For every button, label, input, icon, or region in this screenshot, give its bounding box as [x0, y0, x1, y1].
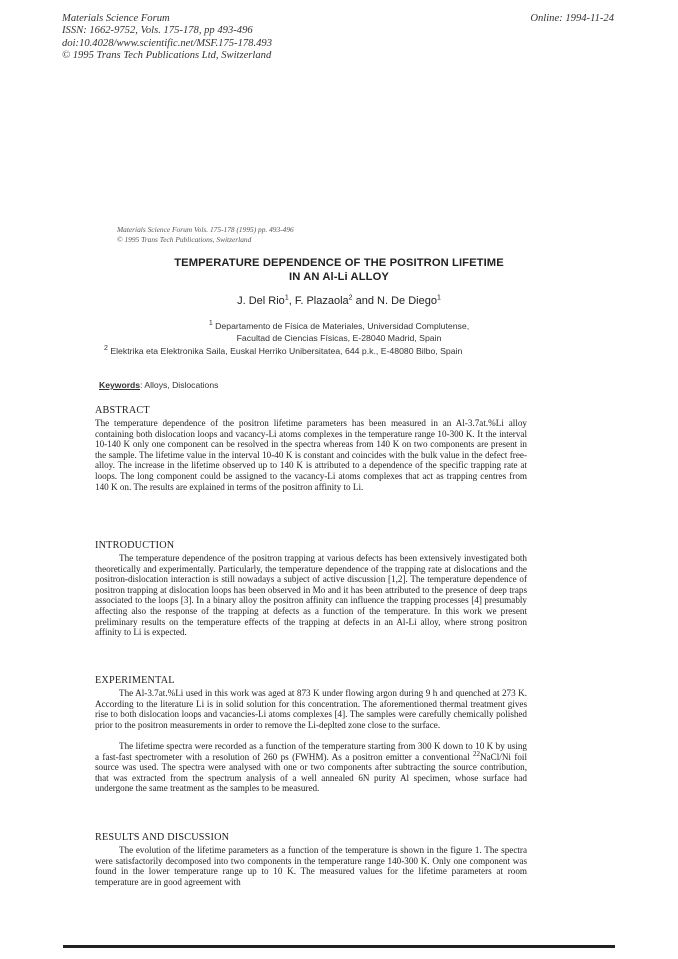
author-name: N. De Diego [377, 295, 437, 307]
abstract-text: The temperature dependence of the positron lifetime parameters has been measured in an Al-3.7at.%Li alloy containing both dislocation loops and vacancy-Li atoms complexes in the temperature range 10-300 K. It the interval 10-140 K only one component can be resolved in the spectra whereas from 140 K on two components are present in the sample. The lifetime value in the interval 10-40 K is constant and coincides with the bulk value in the defect free-alloy. The increase in the lifetime observed up to 140 K is attributed to a dependence of the specific trapping rate at loops. The long component could be assigned to the vacancy-Li atoms complexes that act as trapping centres from 140 K on. The results are explained in terms of the positron affinity to Li. [95, 418, 527, 492]
affiliation-line: Departamento de Física de Materiales, Universidad Complutense, [215, 321, 470, 331]
affiliation-2 [104, 346, 462, 358]
journal-doi: doi:10.4028/www.scientific.net/MSF.175-178.493 [62, 37, 272, 49]
introduction-text: The temperature dependence of the positron trapping at various defects has been extensively investigated both theoretically and experimentally. Particularly, the temperature dependence of the trapping rate at dislocations and the positron-dislocation interaction is still nowadays a subject of active discussion [1,2]. The temperature dependence of positron trapping at dislocation loops has been observed in Mo and it has been attributed to the presence of deep traps associated to the loops [3]. In a binary alloy the positron affinity can influence the trapping processes [4] presumably affecting also the response of the trapping at defects as a function of the temperature. In this work we present preliminary results on the temperature effects of the trapping at defects in an Al-Li alloy, where strong positron affinity to Li is expected. [95, 553, 527, 638]
keywords-label: Keywords [99, 380, 141, 390]
experimental-text: The Al-3.7at.%Li used in this work was aged at 873 K under flowing argon during 9 h and quenched at 273 K. According to the literature Li is in solid solution for this concentration. The aforementioned thermal treatment gives rise to both dislocation loops and vacancies-Li atoms complexes [4]. The samples were carefully chemically polished prior to the positron measurements in order to remove the Li-deplted zone close to the surface. [95, 688, 527, 730]
author-list: J. Del Rio$^1$, F. Plazaola$^2$ and N. De Diego$^1$ [237, 294, 441, 307]
affiliation-1 [0, 321, 678, 345]
introduction-heading: INTRODUCTION [95, 540, 175, 551]
experimental-text-2 [95, 741, 527, 794]
keywords-text: : Alloys, Dislocations [140, 380, 219, 390]
keywords [99, 380, 218, 390]
original-reference-line: Materials Science Forum Vols. 175-178 (1995) pp. 493-496 [117, 225, 294, 234]
author-affiliation-mark: 1 [436, 294, 441, 302]
journal-header [62, 13, 272, 63]
results-heading: RESULTS AND DISCUSSION [95, 832, 230, 843]
author-name: J. Del Rio [237, 295, 285, 307]
title-line: TEMPERATURE DEPENDENCE OF THE POSITRON LIFETIME [174, 257, 504, 269]
original-copyright-line: © 1995 Trans Tech Publications, Switzerland [117, 235, 252, 244]
affiliation-mark: 1 [208, 320, 213, 328]
affiliation-line: Elektrika eta Elektronika Saila, Euskal Herriko Unibersitatea, 644 p.k., E-48080 Bilbo, Spain [110, 346, 463, 356]
author-affiliation-mark: 2 [348, 294, 353, 302]
abstract-heading: ABSTRACT [95, 405, 150, 416]
online-date: Online: 1994-11-24 [530, 13, 614, 24]
paper-title [0, 256, 678, 284]
experimental-text-2-end: NaCl/Ni foil source was used. The spectra were analysed with one or two components after subtracting the source contribution, that was extracted from the spectrum analysis of a well annealed 6N purity Al specimen, whose surface had undergone the same treatment as the samples to be measured. [95, 751, 527, 794]
journal-name: Materials Science Forum [62, 13, 170, 24]
original-reference [117, 225, 294, 245]
isotope-superscript: 22 [473, 749, 481, 758]
author-name: F. Plazaola [294, 295, 349, 307]
title-line: IN AN Al-Li ALLOY [289, 271, 389, 283]
page-bottom-rule [63, 945, 615, 948]
experimental-text-2-start: The lifetime spectra were recorded as a function of the temperature starting from 300 K down to 10 K by using a fast-fast spectrometer with a resolution of 260 ps (FWHM). As a positron emitter a conventional [95, 741, 527, 762]
affiliation-line: Facultad de Ciencias Físicas, E-28040 Madrid, Spain [236, 332, 442, 343]
journal-copyright: © 1995 Trans Tech Publications Ltd, Switzerland [62, 50, 272, 62]
journal-issn: ISSN: 1662-9752, Vols. 175-178, pp 493-496 [62, 25, 253, 37]
author-conjunction: and [355, 295, 374, 307]
author-affiliation-mark: 1 [284, 294, 289, 302]
experimental-heading: EXPERIMENTAL [95, 675, 175, 686]
affiliation-mark: 2 [104, 345, 108, 353]
results-text: The evolution of the lifetime parameters as a function of the temperature is shown in the figure 1. The spectra were satisfactorily decomposed into two components in the temperature range 140-300 K. Only one component was found in the lower temperature range up to 10 K. The measured values for the lifetime parameters at room temperature are in good agreement with [95, 845, 527, 887]
